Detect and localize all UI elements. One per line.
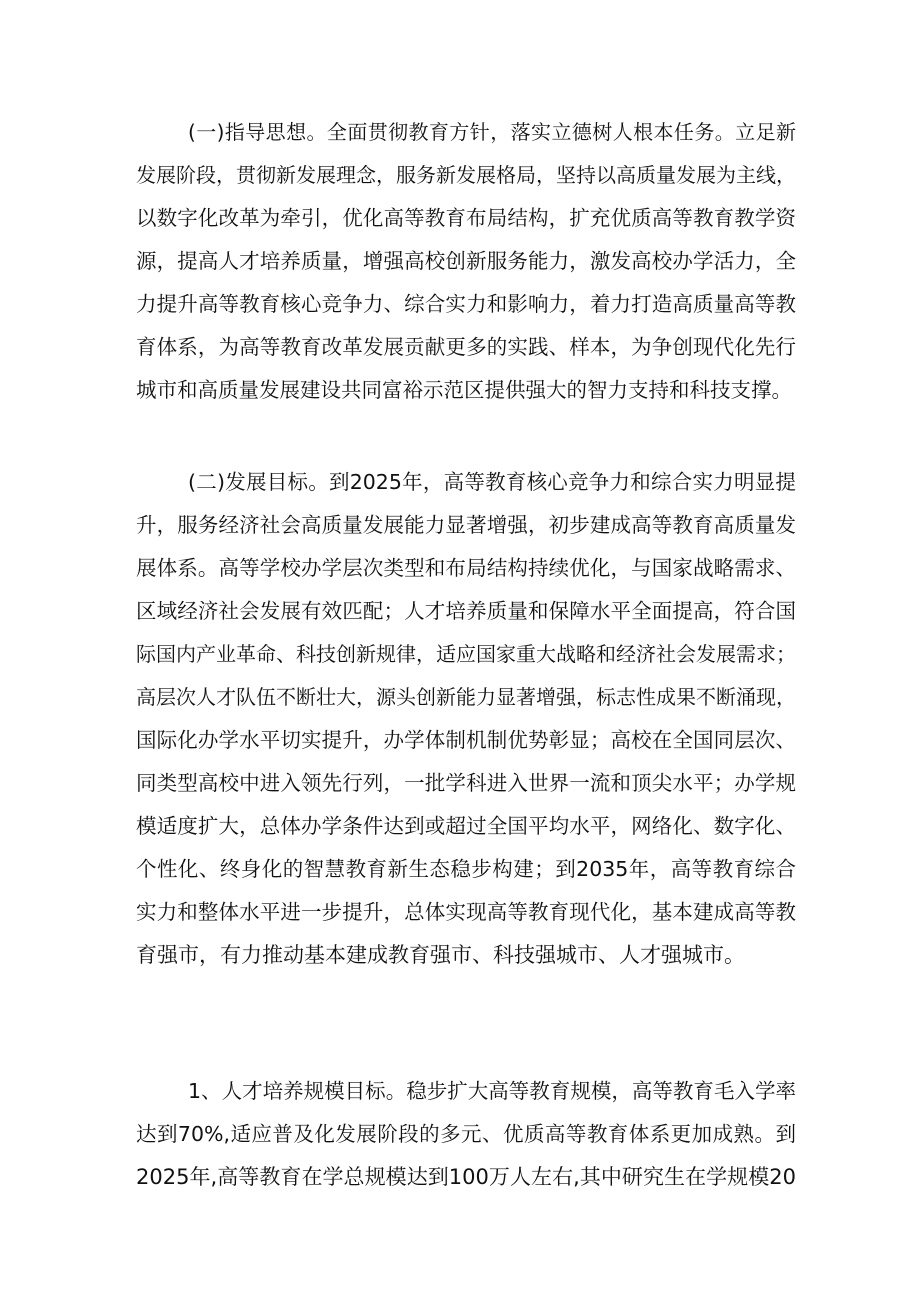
- text-line: 城市和高质量发展建设共同富裕示范区提供强大的智力支持和科技支撑。: [136, 378, 792, 402]
- text-line: 1、人才培养规模目标。稳步扩大高等教育规模，高等教育毛入学率: [188, 1079, 796, 1103]
- text-line: (二)发展目标。到2025年，高等教育核心竞争力和综合实力明显提: [188, 470, 796, 494]
- text-line: 国际化办学水平切实提升，办学体制机制优势彰显；高校在全国同层次、: [136, 728, 796, 752]
- text-line: 发展阶段，贯彻新发展理念，服务新发展格局，坚持以高质量发展为主线，: [136, 163, 796, 187]
- text-line: 际国内产业革命、科技创新规律，适应国家重大战略和经济社会发展需求；: [136, 642, 796, 666]
- text-line: 源，提高人才培养质量，增强高校创新服务能力，激发高校办学活力，全: [136, 249, 796, 273]
- text-line: 模适度扩大，总体办学条件达到或超过全国平均水平，网络化、数字化、: [136, 814, 796, 838]
- text-line: 力提升高等教育核心竞争力、综合实力和影响力，着力打造高质量高等教: [136, 292, 796, 316]
- text-line: 实力和整体水平进一步提升，总体实现高等教育现代化，基本建成高等教: [136, 900, 796, 924]
- text-line: 2025年,高等教育在学总规模达到100万人左右,其中研究生在学规模20: [136, 1165, 796, 1189]
- text-line: 同类型高校中进入领先行列，一批学科进入世界一流和顶尖水平；办学规: [136, 771, 796, 795]
- text-line: 育体系，为高等教育改革发展贡献更多的实践、样本，为争创现代化先行: [136, 335, 796, 359]
- text-line: (一)指导思想。全面贯彻教育方针，落实立德树人根本任务。立足新: [188, 120, 796, 144]
- text-line: 达到70%,适应普及化发展阶段的多元、优质高等教育体系更加成熟。到: [136, 1122, 796, 1146]
- text-line: 区域经济社会发展有效匹配；人才培养质量和保障水平全面提高，符合国: [136, 599, 796, 623]
- paragraph-talent-scale-goal: [136, 1070, 796, 1199]
- text-line: 以数字化改革为牵引，优化高等教育布局结构，扩充优质高等教育教学资: [136, 206, 796, 230]
- paragraph-development-goals: [136, 461, 796, 977]
- text-line: 展体系。高等学校办学层次类型和布局结构持续优化，与国家战略需求、: [136, 556, 796, 580]
- paragraph-guiding-ideology: [136, 111, 796, 412]
- text-line: 个性化、终身化的智慧教育新生态稳步构建；到2035年，高等教育综合: [136, 857, 796, 881]
- text-line: 升，服务经济社会高质量发展能力显著增强，初步建成高等教育高质量发: [136, 513, 796, 537]
- text-line: 育强市，有力推动基本建成教育强市、科技强城市、人才强城市。: [136, 943, 745, 967]
- text-line: 高层次人才队伍不断壮大，源头创新能力显著增强，标志性成果不断涌现，: [136, 685, 796, 709]
